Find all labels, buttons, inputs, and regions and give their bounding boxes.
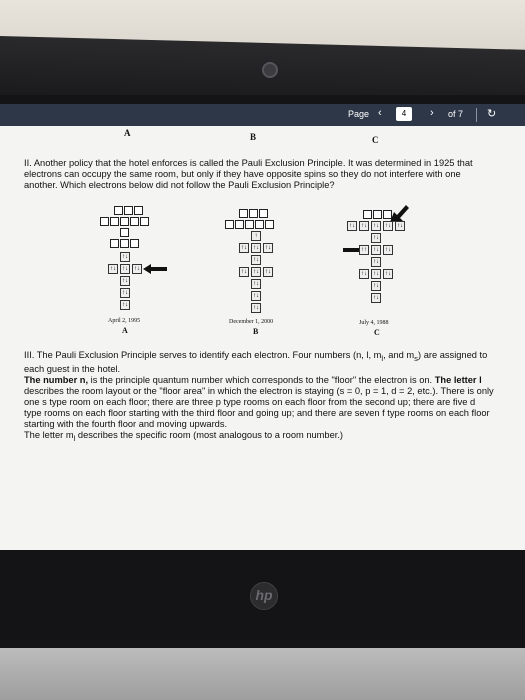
- diagram-a-date: April 2, 1995: [108, 318, 141, 324]
- screen: [0, 104, 525, 550]
- keyboard-deck: [0, 648, 525, 700]
- diagram-a: ↑↓ ↑↓ ↑↓ ↑↓ ↑↓ ↑↓ ↑↓ April 2, 1995 A: [100, 206, 180, 346]
- top-letter-a: A: [124, 128, 131, 138]
- next-page-icon[interactable]: ›: [430, 107, 434, 119]
- diagram-b-letter: B: [253, 327, 259, 336]
- section-3-text: III. The Pauli Exclusion Principle serves to identify each electron. Four numbers (n, l, $m_l$, and $m_s$) are assigned to each guest in the hotel. The number n, is the principle quantum number which corresponds to the "floor" the electron is on. The letter l describes the room layout or the "floor area" in which the electron is staying (s = 0, p = 1, d = 2, etc.). There is only one s type room on each floor; there are three p type rooms on each floor from the second up; there are five d type rooms on each floor starting with the third floor and going up; and there are seven f type rooms on each floor starting with the fourth floor and moving upwards. The letter $m_l$ describes the specific room (most analogous to a room number.): [24, 350, 494, 443]
- diagram-b-date: December 1, 2000: [229, 319, 274, 325]
- arrow-icon: [390, 204, 410, 222]
- top-letter-c: C: [372, 135, 379, 145]
- pdf-toolbar: [0, 104, 525, 126]
- document-page: [0, 126, 525, 550]
- toolbar-divider: [476, 108, 477, 122]
- section-2-text: II. Another policy that the hotel enforces is called the Pauli Exclusion Principle. It was determined in 1925 that electrons can occupy the same room, but only if they have opposite spins so they do not interfere with one another. Which electrons below did not follow the Pauli Exclusion Principle?: [24, 158, 473, 190]
- webcam: [262, 62, 278, 78]
- page-count: of 7: [448, 109, 464, 119]
- rotate-icon[interactable]: ↻: [487, 108, 497, 120]
- prev-page-icon[interactable]: ‹: [378, 107, 382, 119]
- top-letter-b: B: [250, 132, 257, 142]
- page-label: Page: [348, 109, 370, 119]
- diagram-a-letter: A: [122, 326, 128, 335]
- hp-logo: hp: [250, 582, 278, 610]
- diagram-c: ↑↓ ↑↓ ↑↓ ↑↓ ↑↓ ↑↓ ↑↑ ↑↓ ↑↓ ↑↓ ↑↓ ↑↓ ↑↓ ↑↓ ↑↓ July 4, 1988 C: [345, 210, 435, 350]
- page-number-input[interactable]: 4: [396, 107, 412, 121]
- diagram-b: ↑ ↑↓ ↑↓ ↑↓ ↑↓ ↑↓ ↑↓ ↑↓ ↑↓ ↑↓ ↑↓ December 1, 2000 B: [225, 209, 305, 349]
- arrow-icon: [143, 264, 167, 274]
- diagram-c-date: July 4, 1988: [359, 320, 389, 326]
- diagram-c-letter: C: [374, 328, 380, 337]
